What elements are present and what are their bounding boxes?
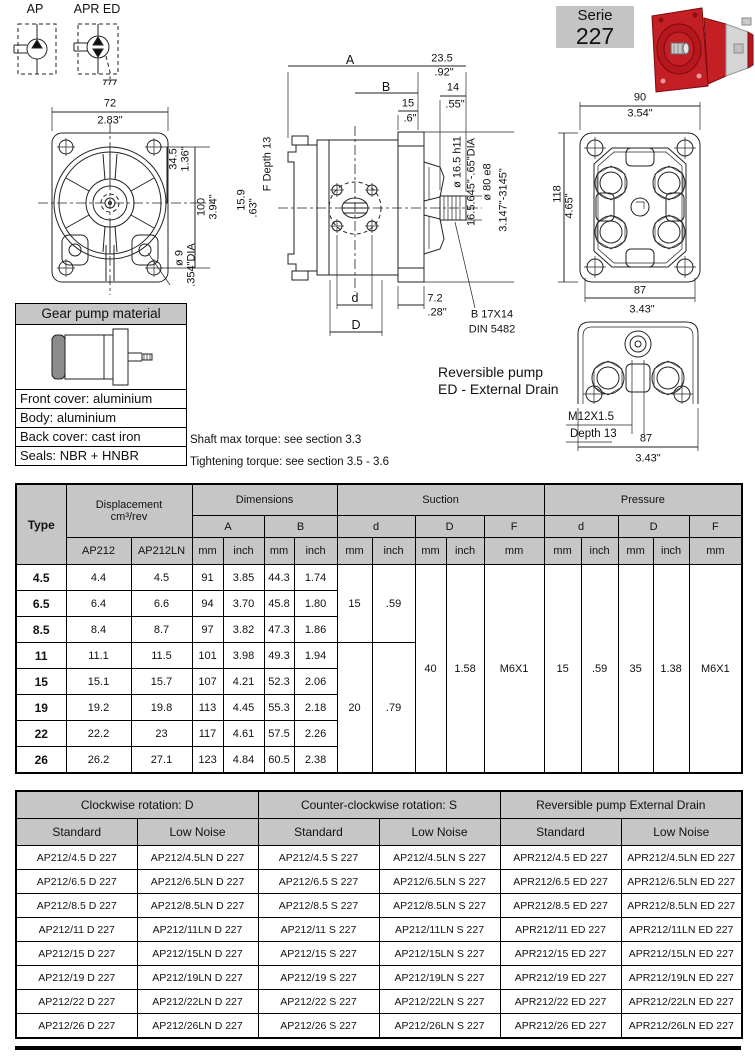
order-code: APR212/11LN ED 227 (621, 918, 742, 942)
dim-side-pilot-dia-in: 3.147"-3145" (497, 168, 510, 232)
apr-ed-hydraulic-symbol-icon (72, 16, 130, 92)
order-code: AP212/8.5LN S 227 (379, 894, 500, 918)
spec-cell: 57.5 (264, 721, 294, 747)
material-box (15, 303, 187, 466)
spec-header-a: A (192, 516, 264, 538)
material-back-cover: Back cover: cast iron (16, 428, 186, 447)
order-subheader-low-noise: Low Noise (621, 819, 742, 846)
order-code: AP212/26 S 227 (258, 1014, 379, 1039)
pump-product-photo (646, 2, 755, 96)
spec-cell-suction-dd-inch: 1.58 (446, 565, 484, 774)
spec-cell: 8.4 (66, 617, 131, 643)
spec-cell: 3.82 (223, 617, 264, 643)
page-footer-rule (15, 1046, 741, 1050)
spec-cell-pressure-dd-mm: 35 (618, 565, 653, 774)
spec-unit: mm (192, 538, 223, 565)
spec-header-type: Type (16, 484, 66, 565)
order-code: AP212/6.5LN D 227 (137, 870, 258, 894)
spec-cell: 1.94 (294, 643, 337, 669)
spec-cell: 19.8 (131, 695, 192, 721)
dim-side-shaft-dia: ø 16.5 h11 (451, 136, 464, 188)
spec-cell: 22.2 (66, 721, 131, 747)
spec-cell: 97 (192, 617, 223, 643)
spec-cell: 2.26 (294, 721, 337, 747)
spec-unit: inch (372, 538, 415, 565)
spec-cell: 113 (192, 695, 223, 721)
dim-side-back-mm: 7.2 (427, 292, 443, 305)
dim-side-port-offset-mm: 15.9 (235, 189, 248, 211)
spec-cell: 6.6 (131, 591, 192, 617)
spec-cell: 3.70 (223, 591, 264, 617)
note-tightening-torque: Tightening torque: see section 3.5 - 3.6 (190, 456, 390, 468)
order-subheader-low-noise: Low Noise (379, 819, 500, 846)
dim-front-hole-dia: ø 9 (173, 250, 186, 266)
spec-cell: 15.1 (66, 669, 131, 695)
order-code: APR212/19LN ED 227 (621, 966, 742, 990)
dim-side-spline-len-in: .55" (445, 98, 465, 111)
order-code: AP212/15 D 227 (16, 942, 137, 966)
spec-header-pressure: Pressure (544, 484, 742, 516)
spec-cell-pressure-d-mm: 15 (544, 565, 581, 774)
dim-side-shaft-len-mm: 23.5 (431, 52, 453, 65)
spec-cell: 22 (16, 721, 66, 747)
spec-cell: 11 (16, 643, 66, 669)
spec-cell-suction-d-mm: 20 (337, 643, 372, 774)
dim-back-bolt-in: 3.43" (629, 303, 655, 316)
spec-unit: inch (653, 538, 689, 565)
spec-table (15, 483, 743, 774)
reversible-caption (438, 364, 559, 398)
spec-unit: mm (337, 538, 372, 565)
spec-cell-suction-dd-mm: 40 (415, 565, 446, 774)
spec-cell-pressure-d-inch: .59 (581, 565, 618, 774)
spec-header-pressure-f: F (689, 516, 742, 538)
order-code: APR212/22LN ED 227 (621, 990, 742, 1014)
spec-cell: 44.3 (264, 565, 294, 591)
order-code: AP212/15 S 227 (258, 942, 379, 966)
spec-cell: 101 (192, 643, 223, 669)
front-view-drawing (20, 95, 255, 310)
spec-cell: 6.5 (16, 591, 66, 617)
dim-side-port-offset-in: .63" (247, 198, 260, 218)
order-code: AP212/26LN S 227 (379, 1014, 500, 1039)
spec-cell: 45.8 (264, 591, 294, 617)
dim-side-b: B (381, 79, 391, 94)
spec-header-suction-f: F (484, 516, 544, 538)
spec-cell-pressure-f: M6X1 (689, 565, 742, 774)
front-view-lineart (20, 95, 255, 310)
spec-cell: 8.5 (16, 617, 66, 643)
spec-cell-suction-d-inch: .59 (372, 565, 415, 643)
spec-header-ap212: AP212 (66, 538, 131, 565)
spec-cell: 8.7 (131, 617, 192, 643)
order-code: APR212/6.5 ED 227 (500, 870, 621, 894)
reversible-caption-line1: Reversible pump (438, 364, 544, 380)
order-code: AP212/4.5LN D 227 (137, 846, 258, 870)
spec-cell: 26 (16, 747, 66, 774)
spec-cell: 1.80 (294, 591, 337, 617)
spec-cell: 3.85 (223, 565, 264, 591)
order-code: AP212/11LN S 227 (379, 918, 500, 942)
spec-unit: mm (618, 538, 653, 565)
spec-header-dimensions: Dimensions (192, 484, 337, 516)
spec-cell: 3.98 (223, 643, 264, 669)
spline-type-label: B 17X14 (470, 308, 514, 321)
spec-cell: 107 (192, 669, 223, 695)
series-badge (556, 6, 634, 48)
symbol-apr-ed-label: APR ED (73, 1, 121, 16)
spec-unit: inch (223, 538, 264, 565)
spec-cell-suction-d-inch: .79 (372, 643, 415, 774)
order-group-counter-clockwise: Counter-clockwise rotation: S (258, 791, 500, 819)
order-code: APR212/26 ED 227 (500, 1014, 621, 1039)
dim-back-width-in: 3.54" (627, 107, 653, 120)
spec-cell: 117 (192, 721, 223, 747)
spec-cell: 49.3 (264, 643, 294, 669)
reversible-caption-line2: ED - External Drain (438, 381, 559, 397)
order-code: AP212/15LN D 227 (137, 942, 258, 966)
order-code: AP212/15LN S 227 (379, 942, 500, 966)
spec-cell: 4.61 (223, 721, 264, 747)
dim-side-back-in: .28" (427, 306, 447, 319)
dim-side-pilot-dia: ø 80 e8 (481, 163, 494, 201)
material-front-cover: Front cover: aluminium (16, 390, 186, 409)
dim-front-offset-in: 1.36" (179, 146, 192, 172)
spec-cell: 4.5 (16, 565, 66, 591)
series-label: Serie (577, 7, 613, 24)
order-subheader-standard: Standard (258, 819, 379, 846)
spec-cell: 94 (192, 591, 223, 617)
back-view-drawing (550, 90, 755, 322)
order-code: AP212/4.5 D 227 (16, 846, 137, 870)
spec-cell: 27.1 (131, 747, 192, 774)
order-code: AP212/8.5LN D 227 (137, 894, 258, 918)
dim-back-height-mm: 118 (551, 185, 564, 203)
order-subheader-standard: Standard (500, 819, 621, 846)
spec-unit: mm (484, 538, 544, 565)
spec-header-displacement (66, 484, 192, 538)
order-code: AP212/19 S 227 (258, 966, 379, 990)
spec-cell: 4.5 (131, 565, 192, 591)
spec-cell-suction-d-mm: 15 (337, 565, 372, 643)
dim-side-shaft-len-in: .92" (434, 66, 454, 79)
order-code: APR212/6.5LN ED 227 (621, 870, 742, 894)
spec-cell: 4.4 (66, 565, 131, 591)
spec-header-suction-d: d (337, 516, 415, 538)
spec-cell-pressure-dd-inch: 1.38 (653, 565, 689, 774)
order-code: AP212/19 D 227 (16, 966, 137, 990)
spec-unit: inch (581, 538, 618, 565)
order-subheader-standard: Standard (16, 819, 137, 846)
dim-rev-bolt-mm: 87 (639, 432, 653, 445)
side-view-drawing (230, 50, 550, 355)
order-code: AP212/22 S 227 (258, 990, 379, 1014)
dim-side-f-depth: F Depth 13 (261, 136, 274, 192)
spec-cell: 23 (131, 721, 192, 747)
dim-front-height-in: 3.94" (207, 194, 220, 220)
order-code: APR212/8.5 ED 227 (500, 894, 621, 918)
spec-header-displacement-unit: cm³/rev (110, 511, 148, 523)
spec-cell: 91 (192, 565, 223, 591)
spec-cell: 123 (192, 747, 223, 774)
order-code: AP212/8.5 D 227 (16, 894, 137, 918)
order-code: AP212/26LN D 227 (137, 1014, 258, 1039)
order-code: AP212/11LN D 227 (137, 918, 258, 942)
order-code: AP212/6.5 D 227 (16, 870, 137, 894)
dim-back-height-in: 4.65" (563, 193, 576, 219)
order-code: AP212/6.5LN S 227 (379, 870, 500, 894)
dim-back-bolt-mm: 87 (633, 284, 647, 297)
dim-front-offset-mm: 34.5 (167, 148, 180, 170)
order-code: AP212/22LN S 227 (379, 990, 500, 1014)
order-code: AP212/4.5LN S 227 (379, 846, 500, 870)
order-subheader-low-noise: Low Noise (137, 819, 258, 846)
material-pump-sketch (16, 325, 186, 390)
spec-unit: inch (446, 538, 484, 565)
spec-header-displacement-line1: Displacement (95, 499, 163, 511)
spec-cell: 19.2 (66, 695, 131, 721)
order-code: APR212/26LN ED 227 (621, 1014, 742, 1039)
spec-cell: 4.84 (223, 747, 264, 774)
spec-header-b: B (264, 516, 337, 538)
dim-side-spline-len-mm: 14 (446, 81, 460, 94)
spec-cell: 52.3 (264, 669, 294, 695)
spec-cell: 4.45 (223, 695, 264, 721)
order-code: AP212/26 D 227 (16, 1014, 137, 1039)
order-group-reversible: Reversible pump External Drain (500, 791, 742, 819)
order-code: APR212/22 ED 227 (500, 990, 621, 1014)
dim-side-shaft-dia-in: 16.5.645"-.65"DIA (465, 138, 478, 226)
order-code: AP212/19LN S 227 (379, 966, 500, 990)
back-view-lineart (550, 90, 755, 322)
spec-unit: inch (294, 538, 337, 565)
material-pump-sketch-lineart (16, 325, 186, 389)
order-code: AP212/11 S 227 (258, 918, 379, 942)
material-body: Body: aluminium (16, 409, 186, 428)
spec-cell: 6.4 (66, 591, 131, 617)
reversible-view-drawing (550, 316, 755, 466)
drain-depth-label: Depth 13 (570, 428, 617, 440)
order-code: APR212/4.5 ED 227 (500, 846, 621, 870)
spline-standard-label: DIN 5482 (468, 323, 516, 336)
spec-cell: 55.3 (264, 695, 294, 721)
spec-cell: 47.3 (264, 617, 294, 643)
spec-cell: 15 (16, 669, 66, 695)
material-seals: Seals: NBR + HNBR (20, 448, 139, 463)
dim-side-dd: D (351, 317, 361, 332)
dim-back-width-mm: 90 (633, 91, 647, 104)
spec-header-suction-dd: D (415, 516, 484, 538)
spec-header-ap212ln: AP212LN (131, 538, 192, 565)
dim-side-d: d (351, 290, 359, 305)
order-code: AP212/8.5 S 227 (258, 894, 379, 918)
order-code: APR212/11 ED 227 (500, 918, 621, 942)
dim-side-flange-in: .6" (403, 112, 417, 125)
spec-cell: 1.86 (294, 617, 337, 643)
note-shaft-torque: Shaft max torque: see section 3.3 (190, 434, 362, 446)
dim-front-hole-dia-in: .354"DIA (185, 243, 198, 287)
spec-cell: 60.5 (264, 747, 294, 774)
order-code: AP212/4.5 S 227 (258, 846, 379, 870)
order-code: AP212/22LN D 227 (137, 990, 258, 1014)
order-code: APR212/8.5LN ED 227 (621, 894, 742, 918)
spec-header-pressure-d: d (544, 516, 618, 538)
order-code: AP212/19LN D 227 (137, 966, 258, 990)
spec-cell: 2.06 (294, 669, 337, 695)
order-code: AP212/6.5 S 227 (258, 870, 379, 894)
spec-header-pressure-dd: D (618, 516, 689, 538)
spec-cell: 4.21 (223, 669, 264, 695)
reversible-view-lineart (550, 316, 755, 466)
dim-side-flange-mm: 15 (401, 97, 415, 110)
material-box-title: Gear pump material (16, 304, 186, 325)
order-group-clockwise: Clockwise rotation: D (16, 791, 258, 819)
order-code: AP212/11 D 227 (16, 918, 137, 942)
dim-rev-bolt-in: 3.43" (635, 452, 661, 465)
spec-cell: 15.7 (131, 669, 192, 695)
symbol-ap-label: AP (26, 1, 44, 16)
spec-unit: mm (544, 538, 581, 565)
spec-unit: mm (264, 538, 294, 565)
order-code: APR212/4.5LN ED 227 (621, 846, 742, 870)
dim-side-a: A (345, 52, 355, 67)
spec-cell: 2.18 (294, 695, 337, 721)
order-code: APR212/19 ED 227 (500, 966, 621, 990)
spec-cell-suction-f: M6X1 (484, 565, 544, 774)
order-table (15, 790, 743, 1039)
spec-cell: 1.74 (294, 565, 337, 591)
spec-unit: mm (689, 538, 742, 565)
series-number: 227 (575, 23, 615, 49)
spec-cell: 2.38 (294, 747, 337, 774)
spec-cell: 11.1 (66, 643, 131, 669)
drain-thread-label: M12X1.5 (568, 411, 615, 423)
spec-cell: 26.2 (66, 747, 131, 774)
dim-front-height-mm: 100 (195, 197, 208, 217)
spec-cell: 19 (16, 695, 66, 721)
spec-cell: 11.5 (131, 643, 192, 669)
dim-front-width-in: 2.83" (97, 114, 123, 127)
spec-unit: mm (415, 538, 446, 565)
order-code: APR212/15LN ED 227 (621, 942, 742, 966)
order-code: AP212/22 D 227 (16, 990, 137, 1014)
spec-header-suction: Suction (337, 484, 544, 516)
ap-hydraulic-symbol-icon (12, 16, 68, 82)
dim-front-width-mm: 72 (103, 97, 117, 110)
order-code: APR212/15 ED 227 (500, 942, 621, 966)
